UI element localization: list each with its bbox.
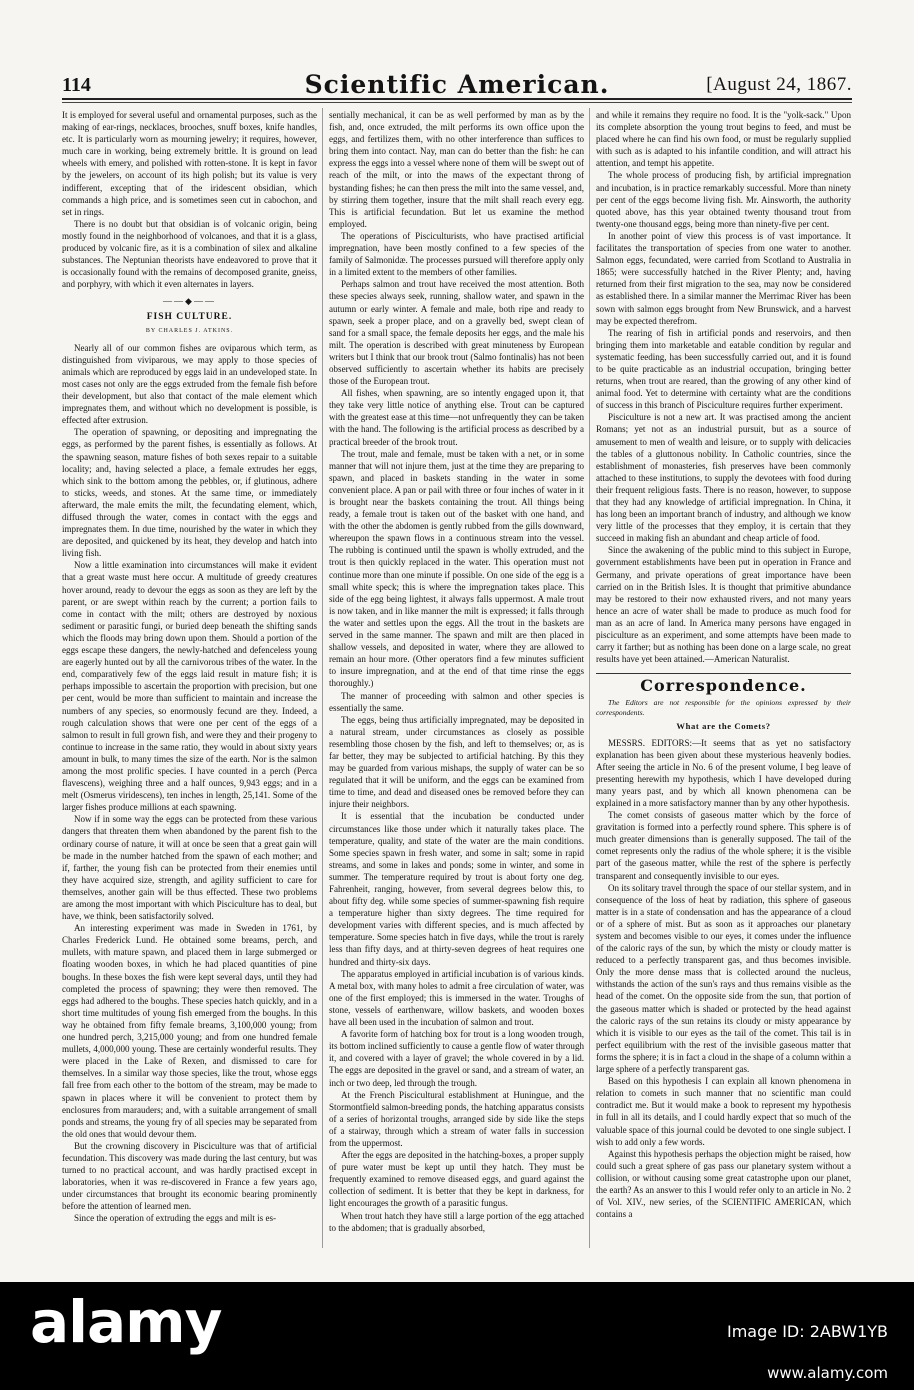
paragraph: Nearly all of our common fishes are oviparous which term, as distinguished from viviparous, we may apply to those species of animals which are reproduced by eggs laid in an undeveloped state. In most cases not only are the eggs extruded from the female fish before their development, but also that contact of the male element which impregnates them, and without which no development is possible, is effected after extrusion. [62,342,317,426]
paragraph: Pisciculture is not a new art. It was practised among the ancient Romans; yet not as an industrial pursuit, but as a source of amusement to men of wealth and leisure, or to supply with delicacies the tables of a gluttonous nobility. In Catholic countries, since the establishment of monasteries, fish preserves have been commonly attached to these institutions, to supply the devotees with food during their frequent religious fasts. There is no reason, however, to suppose that they had any knowledge of artificial impregnation. In China, it has long been an important branch of industry, and although we know very little of the processes that they employ, it is certain that they succeed in making fish an abundant and cheap article of food. [596,412,851,544]
header-rule-thin [62,102,852,103]
paragraph: Based on this hypothesis I can explain all known phenomena in relation to comets in such manner that no scientific man could contradict me. But it would make a book to represent my hypothesis in full in all its details, and I could hardly expect that so much of the valuable space of this journal could be devoted to one single subject. I wish to add only a few words. [596,1076,851,1147]
paragraph: There is no doubt but that obsidian is of volcanic origin, being mostly found in the neighborhood of volcanoes, and that it is a glass, produced by volcanic fire, as it is a combination of silex and alkaline substances. The Neptunian theorists have endeavored to prove that it is occasionally found with the remains of decomposed granite, gneiss, and porphyry, with which it even alternates in layers. [62,218,317,290]
paragraph: Now a little examination into circumstances will make it evident that a great waste must here occur. A multitude of greedy creatures hover around, ready to devour the eggs as soon as they are left by the parent, or are swept within reach by the current; a portion fails to come in contact with the milt; others are destroyed by noxious sediment or parasitic fungi, or buried deep beneath the shifting sands which the floods may bring down upon them. Should a portion of the eggs escape these dangers, the newly-hatched and defenceless young are eagerly hunted out by all the carnivorous tribes of the water. In the end, comparatively few of the eggs laid result in mature fish; it is perhaps impossible to ascertain the proportion with precision, but one per cent, would be more than sufficient to maintain and increase the numbers of any species, so enormously fecund are they. Indeed, a rough calculation shows that were one per cent of the eggs of a salmon to result in full grown fish, and were they and their progeny to continue to increase in the same ratio, they would in about sixty years amount in bulk, to many times the size of the earth. Nor is the salmon among the most prolific species. I have counted in a perch (Perca flavescens), weighing three and a half ounces, 9,943 eggs; and in a melt (Osmerus viridescens), ten inches in length, 25,141. Some of the larger fishes produce millions at each spawning. [62,560,317,813]
paragraph: and while it remains they require no food. It is the "yolk-sack." Upon its complete absorption the young trout begins to feed, and must be placed where he can find his own food, or must be regularly supplied with such as is adapted to his infantile condition, and will attract his attention, and tempt his appetite. [596,110,851,169]
article-title: FISH CULTURE. [146,311,233,322]
paragraph: Since the operation of extruding the eggs and milt is es- [74,1213,276,1224]
alamy-logo: alamy [30,1288,222,1356]
letter-title: What are the Comets? [676,721,771,732]
image-id: Image ID: 2ABW1YB [727,1322,888,1341]
stock-url: www.alamy.com [767,1364,888,1382]
paragraph: The comet consists of gaseous matter which by the force of gravitation is formed into a perfectly round sphere. This sphere is of much greater dimensions than is generally supposed. The tail of the comet represents only the radius of the whole sphere; it is the visible part of the gaseous matter, while the rest of the sphere is perfectly transparent and consequently invisible to our eyes. [596,810,851,881]
paragraph: Perhaps salmon and trout have received the most attention. Both these species always seek, running, shallow water, and spawn in the autumn or early winter. A female and male, both ripe and ready to spawn, seek a proper place, and on a gravelly bed, swept clean of sand for a small space, the female deposits her eggs, and the male his milt. The operation is described with great minuteness by European writers but I think that our brook trout (Salmo fontinalis) has not been observed sufficiently to ascertain whether its habits are precisely those of the European trout. [329,279,584,387]
column-3 [596,109,851,1249]
section-rule [596,673,851,674]
paragraph: When trout hatch they have still a large portion of the egg attached to the abdomen; that is gradually absorbed, [329,1210,584,1233]
ornament-divider: ——◆—— [163,296,216,307]
paragraph: Since the awakening of the public mind to this subject in Europe, government establishments have been put in operation in France and Germany, and private operations of great importance have been carried on in the British Isles. It is thought that primitive abundance may be restored to their now exhausted rivers, and not many years hence an acre of water shall be made to produce as much food for man as an acre of land. In America many persons have engaged in pisciculture as an experiment, and some attempts have been made to carry it farther; but as nothing has been done on a large scale, no great results have yet been attained.—American Naturalist. [596,545,851,665]
paragraph: A favorite form of hatching box for trout is a long wooden trough, its bottom inclined sufficiently to cause a gentle flow of water through it, and covered with a layer of gravel; the whole covered in by a lid. The eggs are deposited in the gravel or sand, and a stream of water, an inch or two deep, led through the trough. [329,1029,584,1088]
paragraph: In another point of view this process is of vast importance. It facilitates the transportation of species from one water to another. Salmon eggs, fecundated, were carried from Scotland to Australia in 1865; were successfully hatched in the River Plenty; and, having returned from their first migration to the sea, may now be considered as established there. In a similar manner the Merrimac River has been sown with salmon eggs brought from New Brunswick, and a harvest may be expected therefrom. [596,230,851,326]
paragraph: The apparatus employed in artificial incubation is of various kinds. A metal box, with many holes to admit a free circulation of water, was one of the first employed; this is immersed in the water. Troughs of stone, vessels of earthenware, willow baskets, and wooden boxes have all been used in the incubation of salmon and trout. [329,968,584,1028]
paragraph: All fishes, when spawning, are so intently engaged upon it, that they take very little notice of anything else. Trout can be captured with the greatest ease at this time—not unfrequently they can be taken with the hand. The following is the artificial process as described by a practical breeder of the brook trout. [329,388,584,447]
paragraph: The trout, male and female, must be taken with a net, or in some manner that will not injure them, just at the time they are preparing to spawn, and placed in baskets standing in the water in some convenient place. A pan or pail with three or four inches of water in it is brought near the baskets containing the trout. All things being ready, a female trout is taken out of the basket with one hand, and with the other the abdomen is gently rubbed from the gills downward, whereupon the spawn flows in a continuous stream into the vessel. The rubbing is continued until the spawn is wholly extruded, and the trout is then quickly replaced in the water. This operation must not continue more than one minute if possible. On one side of the egg is a small white speck; this is where the impregnation takes place. This side of the egg being lightest, it always falls uppermost. A male trout is now taken, and in like manner the milt is expressed; it falls through the water and settles upon the eggs. All the trout in the baskets are served in the same manner. The spawn and milt are then placed in shallow vessels, and deposited in water, where they are allowed to remain an hour more. (Other operators find a few minutes sufficient to insure impregnation, and at the end of that time rinse the eggs thoroughly.) [329,448,584,689]
column-2 [329,109,584,1249]
masthead [62,70,852,100]
paragraph: Now if in some way the eggs can be protected from these various dangers that threaten them when abandoned by the parent fish to the ordinary course of nature, it will at once be seen that a great gain will be made in the number hatched from the spawn of each mother; and if, farther, the young fish can be protected from their enemies until they have acquired size, strength, and agility sufficient to care for themselves, another gain will be thus effected. These two problems are among the most important with which Pisciculture has to deal, but have, we think, been satisfactorily solved. [62,814,317,922]
paragraph: The eggs, being thus artificially impregnated, may be deposited in a natural stream, under circumstances as closely as possible resembling those chosen by the fish, and left to themselves; or, as is far better, they may be subjected to artificial hatching. By this they may be guarded from various mishaps, the supply of water can be so regulated that it will be uniform, and the eggs can be examined from time to time, and dead and diseased ones be removed before they can injure their neighbors. [329,714,584,810]
article-byline: BY CHARLES J. ATKINS. [145,327,234,334]
paragraph: The operations of Pisciculturists, who have practised artificial impregnation, have been mostly confined to a few species of the family of Salmonidæ. The processes pursued will therefore apply only in a limited extent to the members of other families. [329,230,584,278]
newspaper-title: Scientific American. [304,70,610,99]
header-rule [62,98,852,100]
paragraph: It is employed for several useful and ornamental purposes, such as the making of ear-rings, necklaces, brooches, snuff boxes, knife handles, etc. It is particularly worn as mourning jewelry; it requires, however, much care in working, being extremely brittle. It is ground on lead wheels with emery, and polished with rotten-stone. It is kept in favor by the jewelers, on account of its high polish; but its value is very indifferent, excepting that of the iridescent obsidian, which commands a high price, and is sometimes seen cut in cabochon, and set in rings. [62,110,317,217]
paragraph: It is essential that the incubation be conducted under circumstances like those under which it naturally takes place. The temperature, quality, and state of the water are the main conditions. Some species spawn in fresh water, and some in salt; some in rapid streams, and some in lakes and ponds; some in winter, and some in summer. The temperature required by trout is about forty one deg. Fahrenheit, ranging, however, from several degrees below this, to about fifty deg. while some species of summer-spawning fish require a temperature higher than sixty degrees. The time required for development varies with different species, and is much affected by temperature. Some species hatch in five days, while the trout is rarely less than fifty days, and at thirty-seven degrees of heat requires one hundred and thirty-six days. [329,811,584,967]
paragraph: The operation of spawning, or depositing and impregnating the eggs, as performed by the parent fishes, is essentially as follows. At the spawning season, mature fishes of both sexes repair to a suitable locality; and, having selected a place, a female extrudes her eggs, which sink to the bottom among the pebbles, or, if glutinous, adhere to sticks, weeds, and stones. At the same time, or immediately afterward, the male emits the milt, the fecundating element, which, diffused through the water, comes in contact with the eggs and impregnates them. In due time, nourished by the water in which they are deposited, and quickened by its heat, they develop and hatch into living fish. [62,427,317,559]
paragraph: sentially mechanical, it can be as well performed by man as by the fish, and, once extruded, the milt performs its own office upon the eggs, and fertilizes them, with no other interference than suffices to bring them into contact. Nay, man can do better than the fish: he can express the eggs into a vessel where none of them will be swept out of reach of the milt, or into the maws of the expectant throng of bystanding fishes; he can then press the milt into the same vessel, and, by stirring them together, insure that the milt shall reach every egg. This is artificial fecundation. But let us examine the method employed. [329,110,584,229]
editor-disclaimer: The Editors are not responsible for the opinions expressed by their correspondents. [596,698,851,718]
paragraph: An interesting experiment was made in Sweden in 1761, by Charles Frederick Lund. He obtained some breams, perch, and mullets, with mature spawn, and placed them in large submerged or floating wooden boxes, in which he had placed quantities of pine boughs. In these boxes the fish were kept several days, until they had completed the process of spawning; they were then removed. The eggs had adhered to the boughs. These species hatch quickly, and in a short time multitudes of young fish emerged from the boughs. In this way he obtained from fifty female breams, 3,100,000 young; from one hundred perch, 3,215,000 young; and from one hundred female mullets, 4,000,000 young. These are certainly wonderful results. They were placed in the Lake of Rexen, and dismissed to care for themselves. In a similar way those species, like the trout, whose eggs fall free from each other to the bottom of the stream, may be made to spawn in places where it will be convenient to protect them by enclosures from marauders; and, with a suitable arrangement of small ponds and streams, the young fry of all species may be separated from the old ones that would devour them. [62,923,317,1139]
paragraph: The rearing of fish in artificial ponds and reservoirs, and then bringing them into marketable and eatable condition by regular and systematic feeding, has been successfully carried out, and it is found to be quite practicable as an industrial occupation, bringing better returns, when trout are reared, than the growing of any other kind of animal food. Yet to determine with certainty what are the conditions of success in this branch of Pisciculture requires further experiment. [596,327,851,411]
paragraph: The manner of proceeding with salmon and other species is essentially the same. [329,690,584,713]
paragraph: But the crowning discovery in Pisciculture was that of artificial fecundation. This discovery was made during the last century, but was turned to no practical account, and was hardly practised except in laboratories, when it was re-discovered in France a few years ago, under circumstances that brought its economic bearing prominently before the attention of learned men. [62,1140,317,1212]
paragraph: MESSRS. EDITORS:—It seems that as yet no satisfactory explanation has been given about these mysterious heavenly bodies. After seeing the article in No. 6 of the present volume, I beg leave of presenting herewith my hypothesis, which I have developed during many years past, and by which all known phenomena can be explained in a more satisfactory manner than by any other hypothesis. [596,737,851,808]
issue-date: [August 24, 1867. [706,74,852,95]
page-number: 114 [62,74,91,96]
column-divider [322,108,323,1248]
paragraph: The whole process of producing fish, by artificial impregnation and incubation, is in practice remarkably successful. More than ninety per cent of the eggs become living fish. Mr. Ainsworth, the authority quoted above, has this year obtained twenty thousand trout from twenty-one thousand eggs, being more than ninety-five per cent. [596,170,851,229]
stock-banner [0,1282,914,1390]
paragraph: Against this hypothesis perhaps the objection might be raised, how could such a great sphere of gas pass our planetary system without a collision, or without causing some great catastrophe upon our planet, the earth? As an answer to this I would refer only to an article in No. 2 of Vol. XIV., new series, of the SCIENTIFIC AMERICAN, which contains a [596,1148,851,1220]
column-1 [62,109,317,1249]
paragraph: At the French Piscicultural establishment at Huningue, and the Stormontfield salmon-breeding ponds, the hatching apparatus consists of a series of horizontal troughs, arranged side by side like the steps of a stairway, through which a stream of water falls in succession from the uppermost. [329,1089,584,1148]
paragraph: After the eggs are deposited in the hatching-boxes, a proper supply of pure water must be kept up until they hatch. They must be frequently examined to remove diseased eggs, and guard against the collection of sediment. It is better that they be kept in darkness, for light encourages the growth of a parasitic fungus. [329,1150,584,1209]
column-divider [589,108,590,1248]
paragraph: On its solitary travel through the space of our stellar system, and in consequence of the loss of heat by radiation, this sphere of gaseous matter is in a state of condensation and has the appearance of a cloud or of a sphere of mist. But as soon as it approaches our planetary system and becomes visible to our eyes, it comes under the influence of the caloric rays of the sun, by which the misty or cloudy matter is reduced to a perfectly transparent gas, and thus becomes invisible. Only the more dense mass that is collected around the nucleus, withstands the action of the sun's rays and thus remains visible as the head of the comet. On the opposite side from the sun, that portion of the gaseous matter which is shaded or protected by the head against the caloric rays of the sun retains its cloudy or misty appearance by which it is visible to our eyes as the tail of the comet. This tail is in perfect equilibrium with the rest of the invisible gaseous matter that forms the sphere; it is in fact a cloud in the shape of a column within a large sphere of a perfectly transparent gas. [596,882,851,1075]
section-heading: Correspondence. [640,676,807,696]
